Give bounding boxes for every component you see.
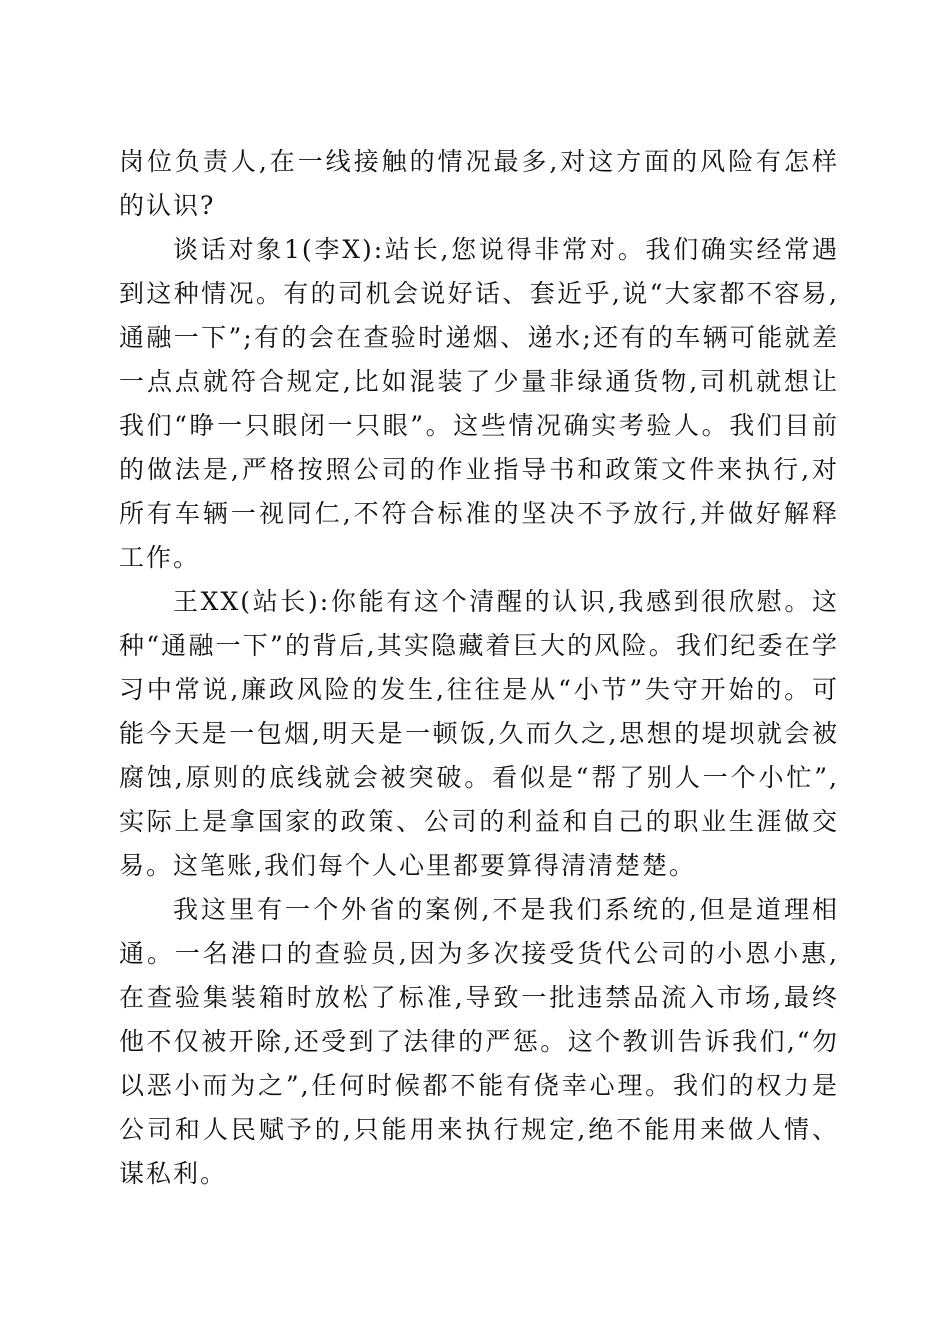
paragraph-continuation: 岗位负责人,在一线接触的情况最多,对这方面的风险有怎样的认识? bbox=[119, 147, 839, 220]
paragraph-case-example: 我这里有一个外省的案例,不是我们系统的,但是道理相通。一名港口的查验员,因为多次接受货代公司的小恩小惠,在查验集装箱时放松了标准,导致一批违禁品流入市场,最终他不仅被开除,还受到了法律的严惩。这个教训告诉我们,“勿以恶小而为之”,任何时候都不能有侥幸心理。我们的权力是公司和人民赋予的,只能用来执行规定,绝不能用来做人情、谋私利。 bbox=[119, 895, 839, 1188]
document-body bbox=[119, 140, 839, 1196]
paragraph-wang-response: 王XX(站长):你能有这个清醒的认识,我感到很欣慰。这种“通融一下”的背后,其实隐藏着巨大的风险。我们纪委在学习中常说,廉政风险的发生,往往是从“小节”失守开始的。可能今天是一包烟,明天是一顿饭,久而久之,思想的堤坝就会被腐蚀,原则的底线就会被突破。看似是“帮了别人一个小忙”,实际上是拿国家的政策、公司的利益和自己的职业生涯做交易。这笔账,我们每个人心里都要算得清清楚楚。 bbox=[119, 587, 839, 880]
paragraph-li-response: 谈话对象1(李X):站长,您说得非常对。我们确实经常遇到这种情况。有的司机会说好话、套近乎,说“大家都不容易,通融一下”;有的会在查验时递烟、递水;还有的车辆可能就差一点点就符合规定,比如混装了少量非绿通货物,司机就想让我们“睁一只眼闭一只眼”。这些情况确实考验人。我们目前的做法是,严格按照公司的作业指导书和政策文件来执行,对所有车辆一视同仁,不符合标准的坚决不予放行,并做好解释工作。 bbox=[119, 235, 839, 572]
